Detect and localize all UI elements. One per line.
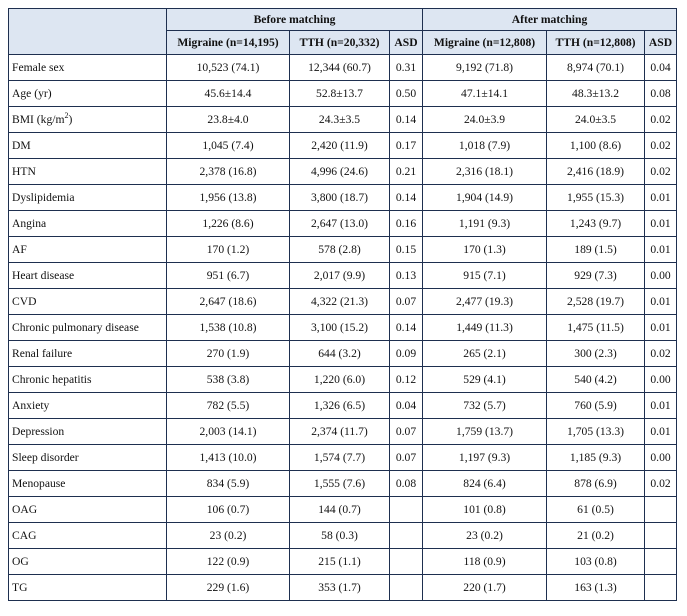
row-label-cell [9,523,167,549]
row-label: TG [12,580,28,594]
after-tth-cell: 1,955 (15.3) [547,185,645,211]
after-asd-cell: 0.08 [645,81,677,107]
before-tth-cell: 2,374 (11.7) [290,419,390,445]
before-asd-cell: 0.07 [390,419,423,445]
row-label: OAG [12,502,38,516]
table-row [9,81,677,107]
row-label: Heart disease [12,268,75,282]
after-tth-cell: 1,705 (13.3) [547,419,645,445]
after-asd-cell: 0.02 [645,107,677,133]
after-tth-cell: 2,416 (18.9) [547,159,645,185]
after-tth-cell: 61 (0.5) [547,497,645,523]
row-label-cell [9,497,167,523]
row-label-cell [9,81,167,107]
before-asd-cell: 0.13 [390,263,423,289]
before-asd-cell: 0.07 [390,445,423,471]
after-tth-cell: 1,243 (9.7) [547,211,645,237]
before-asd-cell: 0.50 [390,81,423,107]
table-row [9,263,677,289]
table-row [9,341,677,367]
row-label: Dyslipidemia [12,190,75,204]
after-tth-cell: 21 (0.2) [547,523,645,549]
row-label-cell [9,549,167,575]
after-tth-cell: 300 (2.3) [547,341,645,367]
after-asd-cell: 0.01 [645,289,677,315]
before-tth-cell: 3,100 (15.2) [290,315,390,341]
before-migraine-cell: 538 (3.8) [167,367,290,393]
after-migraine-cell: 529 (4.1) [423,367,547,393]
table-row [9,55,677,81]
header-before-tth: TTH (n=20,332) [290,31,390,55]
table-row [9,575,677,601]
table-row [9,237,677,263]
before-migraine-cell: 2,647 (18.6) [167,289,290,315]
before-migraine-cell: 23 (0.2) [167,523,290,549]
before-tth-cell: 578 (2.8) [290,237,390,263]
before-asd-cell: 0.04 [390,393,423,419]
before-tth-cell: 2,017 (9.9) [290,263,390,289]
after-tth-cell: 929 (7.3) [547,263,645,289]
after-asd-cell [645,575,677,601]
row-label: OG [12,554,29,568]
before-migraine-cell: 10,523 (74.1) [167,55,290,81]
table-row [9,133,677,159]
after-asd-cell: 0.01 [645,419,677,445]
after-asd-cell [645,549,677,575]
after-tth-cell: 189 (1.5) [547,237,645,263]
before-migraine-cell: 1,413 (10.0) [167,445,290,471]
before-tth-cell: 2,420 (11.9) [290,133,390,159]
after-migraine-cell: 1,197 (9.3) [423,445,547,471]
header-corner-cell [9,9,167,55]
before-tth-cell: 4,996 (24.6) [290,159,390,185]
before-migraine-cell: 122 (0.9) [167,549,290,575]
before-asd-cell: 0.21 [390,159,423,185]
after-migraine-cell: 47.1±14.1 [423,81,547,107]
header-before-asd: ASD [390,31,423,55]
table-row [9,289,677,315]
header-after-migraine: Migraine (n=12,808) [423,31,547,55]
after-asd-cell: 0.02 [645,133,677,159]
table-row [9,107,677,133]
header-group-row [9,9,677,31]
after-migraine-cell: 2,316 (18.1) [423,159,547,185]
table-row [9,419,677,445]
row-label-cell [9,211,167,237]
after-tth-cell: 1,100 (8.6) [547,133,645,159]
table-row [9,185,677,211]
before-tth-cell: 644 (3.2) [290,341,390,367]
table-row [9,211,677,237]
before-migraine-cell: 106 (0.7) [167,497,290,523]
row-label: CVD [12,294,37,308]
table-row [9,445,677,471]
row-label-cell [9,185,167,211]
row-label-cell [9,159,167,185]
row-label-cell [9,107,167,133]
before-asd-cell: 0.15 [390,237,423,263]
before-asd-cell: 0.14 [390,315,423,341]
after-asd-cell: 0.01 [645,393,677,419]
before-migraine-cell: 2,003 (14.1) [167,419,290,445]
after-tth-cell: 48.3±13.2 [547,81,645,107]
row-label: Angina [12,216,47,230]
before-asd-cell: 0.17 [390,133,423,159]
header-after-matching: After matching [423,9,677,31]
header-after-tth: TTH (n=12,808) [547,31,645,55]
before-migraine-cell: 782 (5.5) [167,393,290,419]
after-asd-cell: 0.00 [645,367,677,393]
after-tth-cell: 2,528 (19.7) [547,289,645,315]
row-label-cell [9,237,167,263]
after-tth-cell: 103 (0.8) [547,549,645,575]
before-migraine-cell: 2,378 (16.8) [167,159,290,185]
before-tth-cell: 1,574 (7.7) [290,445,390,471]
table-row [9,549,677,575]
row-label: Chronic hepatitis [12,372,92,386]
after-tth-cell: 1,185 (9.3) [547,445,645,471]
before-asd-cell [390,497,423,523]
row-label-superscript: 2 [64,110,69,120]
before-asd-cell: 0.07 [390,289,423,315]
row-label-cell [9,289,167,315]
after-asd-cell [645,497,677,523]
row-label: Anxiety [12,398,50,412]
before-migraine-cell: 229 (1.6) [167,575,290,601]
after-migraine-cell: 1,191 (9.3) [423,211,547,237]
after-migraine-cell: 915 (7.1) [423,263,547,289]
header-after-asd: ASD [645,31,677,55]
before-asd-cell: 0.12 [390,367,423,393]
row-label: Menopause [12,476,66,490]
before-tth-cell: 2,647 (13.0) [290,211,390,237]
before-tth-cell: 1,220 (6.0) [290,367,390,393]
header-before-matching: Before matching [167,9,423,31]
after-asd-cell: 0.01 [645,185,677,211]
after-migraine-cell: 1,449 (11.3) [423,315,547,341]
row-label-cell [9,315,167,341]
after-asd-cell: 0.01 [645,237,677,263]
before-tth-cell: 1,326 (6.5) [290,393,390,419]
header-before-migraine: Migraine (n=14,195) [167,31,290,55]
after-migraine-cell: 824 (6.4) [423,471,547,497]
before-migraine-cell: 45.6±14.4 [167,81,290,107]
before-migraine-cell: 951 (6.7) [167,263,290,289]
before-asd-cell [390,523,423,549]
row-label-cell [9,133,167,159]
row-label: Depression [12,424,65,438]
table-row [9,471,677,497]
table-row [9,315,677,341]
before-asd-cell: 0.08 [390,471,423,497]
table-row [9,523,677,549]
after-tth-cell: 540 (4.2) [547,367,645,393]
before-migraine-cell: 834 (5.9) [167,471,290,497]
row-label-tail: ) [68,112,73,126]
row-label: AF [12,242,27,256]
after-migraine-cell: 1,018 (7.9) [423,133,547,159]
after-migraine-cell: 1,904 (14.9) [423,185,547,211]
after-migraine-cell: 1,759 (13.7) [423,419,547,445]
after-tth-cell: 8,974 (70.1) [547,55,645,81]
after-tth-cell: 760 (5.9) [547,393,645,419]
row-label-cell [9,341,167,367]
row-label-cell [9,393,167,419]
row-label: CAG [12,528,37,542]
after-migraine-cell: 265 (2.1) [423,341,547,367]
row-label: Renal failure [12,346,73,360]
row-label-cell [9,471,167,497]
row-label-cell [9,55,167,81]
after-tth-cell: 878 (6.9) [547,471,645,497]
before-migraine-cell: 1,045 (7.4) [167,133,290,159]
row-label: BMI (kg/m [12,112,65,126]
before-tth-cell: 24.3±3.5 [290,107,390,133]
after-migraine-cell: 170 (1.3) [423,237,547,263]
table-row [9,393,677,419]
before-asd-cell [390,549,423,575]
row-label-cell [9,445,167,471]
before-tth-cell: 1,555 (7.6) [290,471,390,497]
after-migraine-cell: 732 (5.7) [423,393,547,419]
row-label-cell [9,419,167,445]
row-label-cell [9,575,167,601]
before-tth-cell: 3,800 (18.7) [290,185,390,211]
table-row [9,367,677,393]
before-asd-cell: 0.14 [390,185,423,211]
before-asd-cell [390,575,423,601]
before-migraine-cell: 270 (1.9) [167,341,290,367]
before-migraine-cell: 1,226 (8.6) [167,211,290,237]
after-migraine-cell: 2,477 (19.3) [423,289,547,315]
before-asd-cell: 0.31 [390,55,423,81]
after-migraine-cell: 220 (1.7) [423,575,547,601]
after-migraine-cell: 24.0±3.9 [423,107,547,133]
before-asd-cell: 0.14 [390,107,423,133]
after-asd-cell: 0.01 [645,211,677,237]
after-tth-cell: 1,475 (11.5) [547,315,645,341]
before-asd-cell: 0.09 [390,341,423,367]
before-tth-cell: 353 (1.7) [290,575,390,601]
row-label: Age (yr) [12,86,52,100]
before-tth-cell: 12,344 (60.7) [290,55,390,81]
row-label: HTN [12,164,36,178]
after-migraine-cell: 23 (0.2) [423,523,547,549]
table-row [9,497,677,523]
before-tth-cell: 215 (1.1) [290,549,390,575]
after-asd-cell [645,523,677,549]
after-tth-cell: 163 (1.3) [547,575,645,601]
after-migraine-cell: 9,192 (71.8) [423,55,547,81]
table-body [9,55,677,601]
before-migraine-cell: 1,956 (13.8) [167,185,290,211]
after-asd-cell: 0.04 [645,55,677,81]
after-asd-cell: 0.00 [645,263,677,289]
baseline-characteristics-table [8,8,677,601]
before-tth-cell: 52.8±13.7 [290,81,390,107]
after-tth-cell: 24.0±3.5 [547,107,645,133]
table-row [9,159,677,185]
before-tth-cell: 4,322 (21.3) [290,289,390,315]
row-label-cell [9,263,167,289]
after-migraine-cell: 101 (0.8) [423,497,547,523]
before-asd-cell: 0.16 [390,211,423,237]
before-migraine-cell: 1,538 (10.8) [167,315,290,341]
before-migraine-cell: 23.8±4.0 [167,107,290,133]
row-label: Sleep disorder [12,450,79,464]
row-label-cell [9,367,167,393]
after-asd-cell: 0.00 [645,445,677,471]
after-asd-cell: 0.02 [645,471,677,497]
row-label: Chronic pulmonary disease [12,320,139,334]
before-tth-cell: 144 (0.7) [290,497,390,523]
after-asd-cell: 0.02 [645,159,677,185]
after-migraine-cell: 118 (0.9) [423,549,547,575]
table-header [9,9,677,55]
before-migraine-cell: 170 (1.2) [167,237,290,263]
after-asd-cell: 0.01 [645,315,677,341]
after-asd-cell: 0.02 [645,341,677,367]
row-label: Female sex [12,60,65,74]
before-tth-cell: 58 (0.3) [290,523,390,549]
row-label: DM [12,138,31,152]
